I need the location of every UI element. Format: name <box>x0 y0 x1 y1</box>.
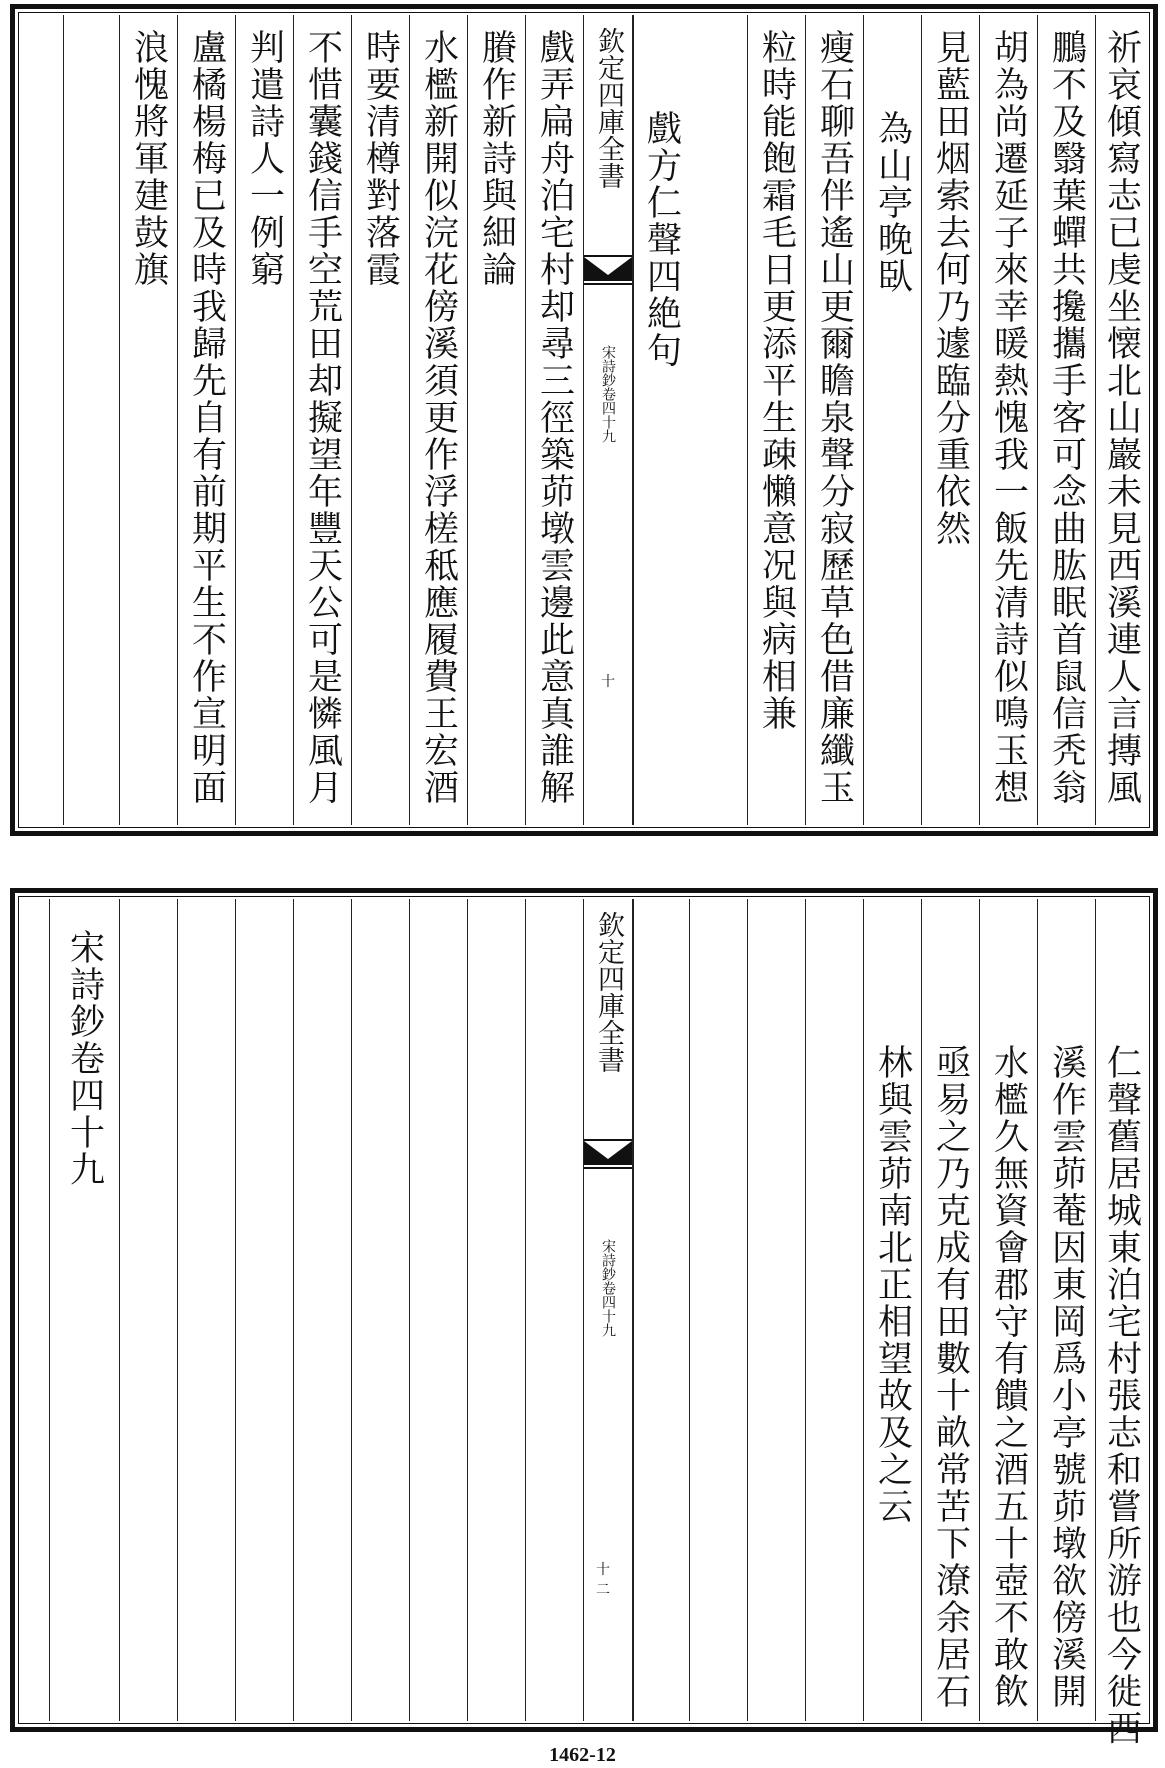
text-column <box>177 15 235 825</box>
page-number: 十 <box>601 674 615 690</box>
fish-tail-mark <box>584 255 632 285</box>
column-text: 林與雲茆南北正相望故及之云 <box>872 1044 913 1525</box>
center-fold <box>583 899 633 1721</box>
text-column <box>525 15 583 825</box>
volume-label: 宋詩鈔卷四十九 <box>600 1239 616 1337</box>
text-column <box>747 15 805 825</box>
text-column <box>1095 899 1147 1747</box>
text-column <box>119 899 177 1721</box>
column-text: 水檻久無資會郡守有饋之酒五十壺不敢飲 <box>988 1044 1029 1710</box>
text-column <box>1037 899 1095 1721</box>
center-fold <box>583 15 633 825</box>
page-number: 十二 <box>596 1562 610 1598</box>
column-text: 見藍田烟索去何乃遽臨分重依然 <box>930 29 971 547</box>
text-column <box>1037 15 1095 825</box>
column-text: 亟易之乃克成有田數十畝常苦下潦余居石 <box>930 1044 971 1710</box>
column-text: 粒時能飽霜毛日更添平生疎懶意况與病相兼 <box>756 29 797 732</box>
column-text: 盧橘楊梅已及時我歸先自有前期平生不作宣明面 <box>186 29 227 806</box>
text-column <box>805 15 863 825</box>
column-text: 戲弄扁舟泊宅村却尋三徑築茆墩雲邊此意真誰解 <box>534 29 575 806</box>
text-column <box>633 15 689 825</box>
text-column <box>409 15 467 825</box>
column-text: 不惜囊錢信手空荒田却擬望年豐天公可是憐風月 <box>302 29 343 806</box>
text-column <box>293 15 351 825</box>
column-text: 為山亭晚臥 <box>872 110 913 295</box>
text-column <box>979 15 1037 825</box>
column-text: 水檻新開似浣花傍溪須更作浮槎秪應履費王宏酒 <box>418 29 459 806</box>
column-text: 祈哀傾寫志已虔坐懐北山巖未見西溪連人言摶風 <box>1101 29 1142 806</box>
volume-end-title: 宋詩鈔卷四十九 <box>64 929 105 1188</box>
column-text: 賸作新詩與細論 <box>476 29 517 288</box>
book-title: 欽定四庫全書 <box>593 27 624 189</box>
text-column <box>293 899 351 1721</box>
text-column <box>351 15 409 825</box>
text-column <box>863 15 921 825</box>
text-column <box>467 15 525 825</box>
text-column <box>409 899 467 1721</box>
text-column <box>235 15 293 825</box>
page-bottom <box>10 888 1158 1747</box>
book-title: 欽定四庫全書 <box>593 911 624 1073</box>
column-text: 時要清樽對落霞 <box>360 29 401 288</box>
text-column <box>633 899 689 1721</box>
page-footer-number: 1462-12 <box>549 1744 616 1766</box>
text-column <box>921 15 979 825</box>
volume-label: 宋詩鈔卷四十九 <box>600 345 616 443</box>
text-column <box>49 899 119 1721</box>
text-column <box>863 899 921 1721</box>
column-text: 鵬不及翳葉蟬共攙攜手客可念曲肱眠首鼠信秃翁 <box>1046 29 1087 806</box>
text-column <box>63 15 119 825</box>
text-column <box>525 899 583 1721</box>
text-column <box>747 899 805 1721</box>
column-text: 仁聲舊居城東泊宅村張志和嘗所游也今徙西 <box>1101 1044 1142 1747</box>
column-text: 戲方仁聲四絶句 <box>641 110 682 369</box>
text-column <box>979 899 1037 1721</box>
text-column <box>177 899 235 1721</box>
page-top <box>10 4 1158 836</box>
text-column <box>467 899 525 1721</box>
text-column <box>689 899 747 1721</box>
column-text: 胡為尚遷延子來幸暖熱愧我一飯先清詩似鳴玉想 <box>988 29 1029 806</box>
text-column <box>1095 15 1147 825</box>
text-column <box>235 899 293 1721</box>
column-text: 判遣詩人一例窮 <box>244 29 285 288</box>
column-text: 浪愧將軍建鼓旗 <box>128 29 169 288</box>
fish-tail-mark <box>584 1139 632 1169</box>
text-column <box>119 15 177 825</box>
text-column <box>351 899 409 1721</box>
column-text: 溪作雲茆菴因東岡爲小亭號茆墩欲傍溪開 <box>1046 1044 1087 1710</box>
column-text: 瘦石聊吾伴遙山更爾瞻泉聲分寂歷草色借廉纖玉 <box>814 29 855 806</box>
text-column <box>805 899 863 1721</box>
text-column <box>921 899 979 1721</box>
